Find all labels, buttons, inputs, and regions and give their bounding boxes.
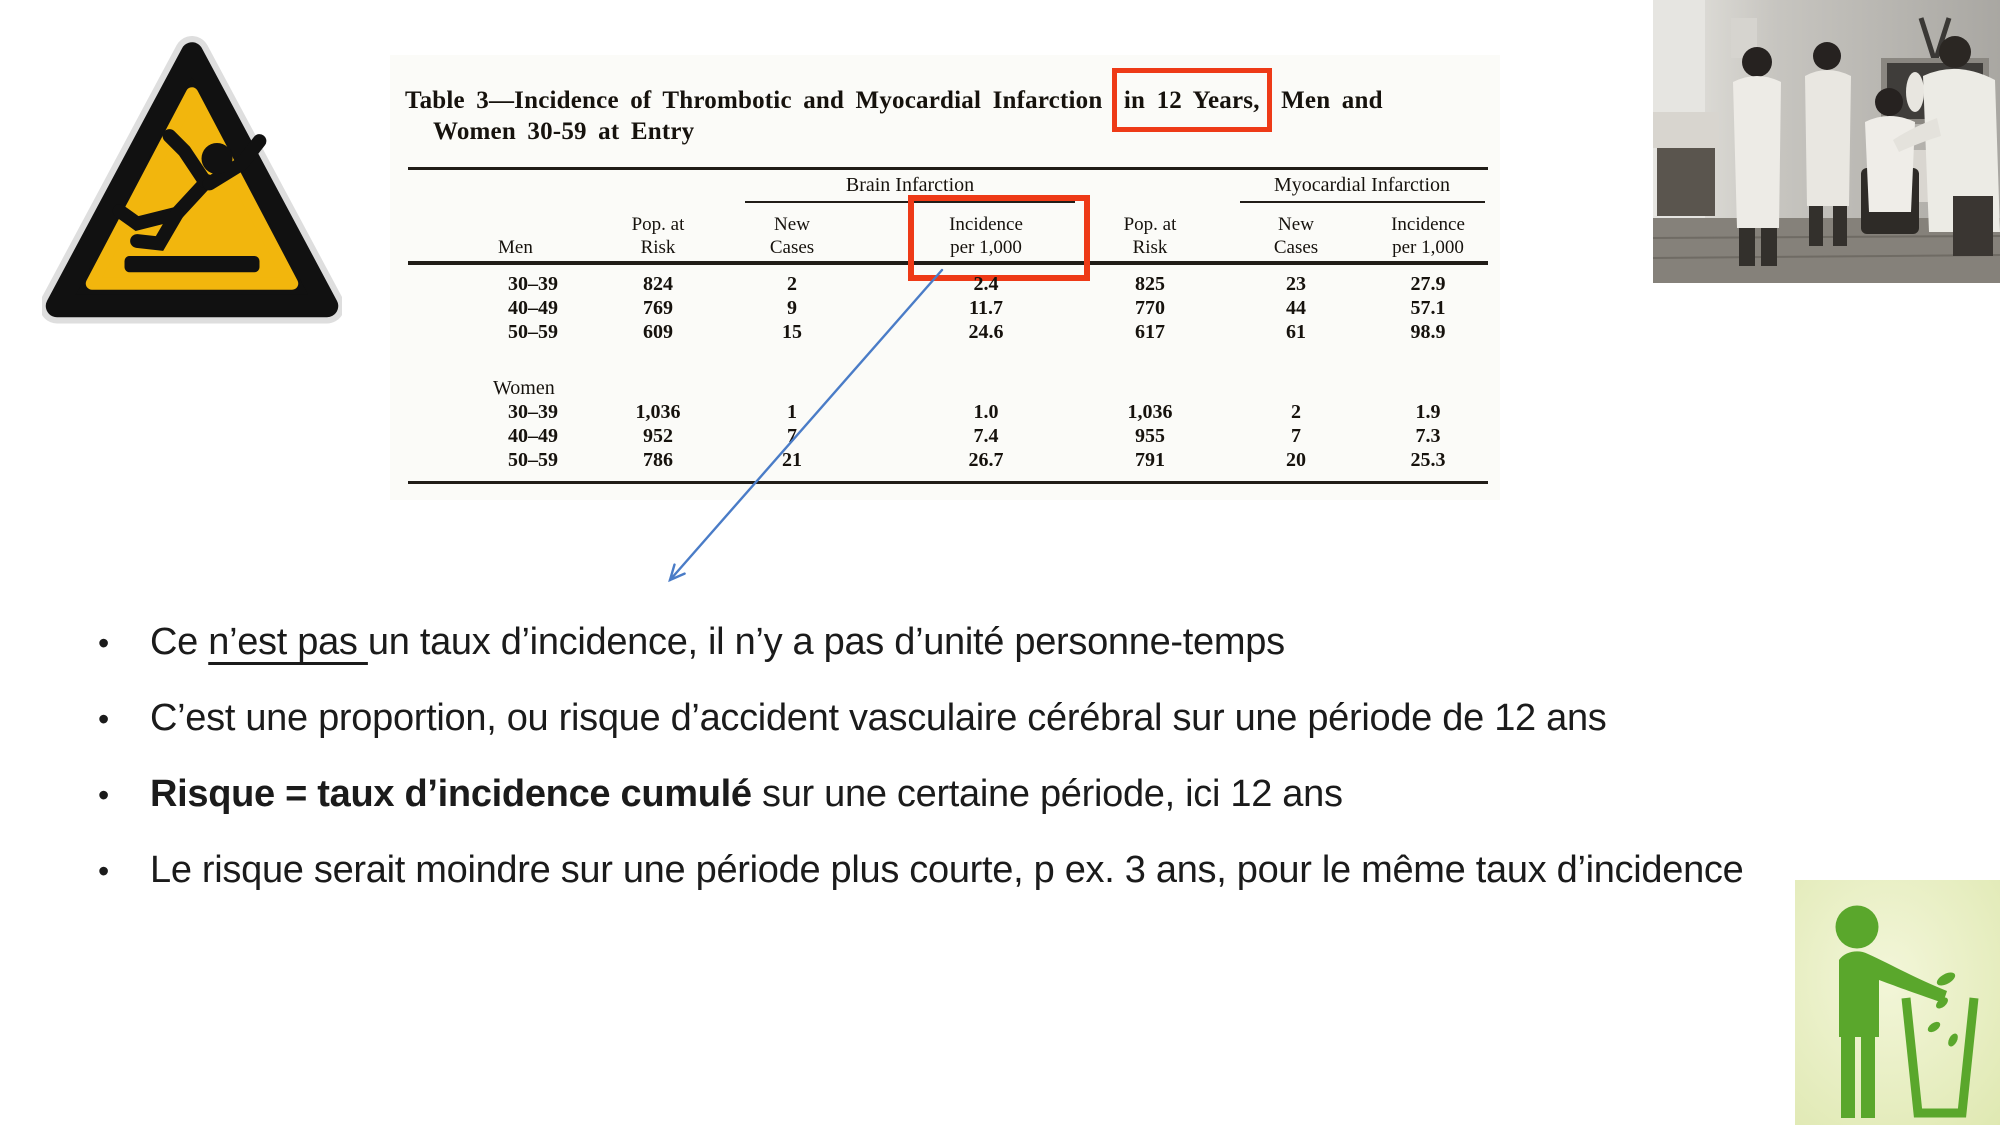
table-cell: 2.4 xyxy=(973,273,999,295)
table-cell: 769 xyxy=(643,297,673,319)
bullet-marker: • xyxy=(98,777,110,813)
table-cell: 57.1 xyxy=(1410,297,1446,319)
table-cell: 7.3 xyxy=(1415,425,1441,447)
table-cell: 24.6 xyxy=(968,321,1004,343)
table-cell: 955 xyxy=(1135,425,1165,447)
table-cell: 1.0 xyxy=(973,401,999,423)
bullet-item xyxy=(98,615,1898,670)
bullet-segment: sur une certaine période, ici 12 ans xyxy=(751,773,1343,815)
bullet-text xyxy=(150,843,1880,898)
bullet-segment: n’est pas xyxy=(208,621,368,663)
row-label-women: Women xyxy=(493,377,555,399)
table-cell: 786 xyxy=(643,449,673,471)
column-header: Incidence per 1,000 xyxy=(1391,214,1465,258)
table-cell: 617 xyxy=(1135,321,1165,343)
column-header: Pop. at Risk xyxy=(1123,214,1177,258)
bullet-segment: Risque = taux d’incidence cumulé xyxy=(150,773,752,815)
table-cell: 40–49 xyxy=(508,297,558,319)
bullet-segment: Le risque serait moindre sur une période plus courte, p ex. 3 ans, pour le même taux d’incidence xyxy=(150,849,1744,891)
bullet-item xyxy=(98,767,1898,822)
slippery-floor-warning-icon xyxy=(42,36,342,336)
column-header: New Cases xyxy=(1273,214,1319,258)
bullet-marker: • xyxy=(98,701,110,737)
table-cell: 11.7 xyxy=(969,297,1003,319)
rule-myocardial xyxy=(1240,201,1485,203)
bullet-item xyxy=(98,843,1898,898)
man-throwing-trash-icon xyxy=(1795,880,2000,1125)
table-cell: 27.9 xyxy=(1410,273,1446,295)
column-header: New Cases xyxy=(769,214,815,258)
bullet-segment: un taux d’incidence, il n’y a pas d’unité personne-temps xyxy=(367,621,1285,663)
table-cell: 50–59 xyxy=(508,449,558,471)
annotation-arrow xyxy=(650,262,960,597)
bullet-text xyxy=(150,615,1880,670)
table-cell: 15 xyxy=(782,321,802,343)
table-title-line2: Women 30-59 at Entry xyxy=(433,118,695,145)
bullet-text xyxy=(150,691,1880,746)
clinicians-photo xyxy=(1653,0,2000,283)
group-header-brain: Brain Infarction xyxy=(845,174,975,196)
table-cell: 44 xyxy=(1286,297,1306,319)
column-header: Incidence per 1,000 xyxy=(949,214,1023,258)
table-cell: 952 xyxy=(643,425,673,447)
table-cell: 98.9 xyxy=(1410,321,1446,343)
column-header: Men xyxy=(498,237,533,258)
table-cell: 1,036 xyxy=(1127,401,1173,423)
table-cell: 23 xyxy=(1286,273,1306,295)
highlight-box-title: in 12 Years, xyxy=(1112,68,1272,132)
table-cell: 21 xyxy=(782,449,802,471)
table-title xyxy=(405,85,1495,147)
bullet-list xyxy=(98,615,1898,919)
table-cell: 9 xyxy=(787,297,797,319)
bullet-segment: C’est une proportion, ou risque d’accident vasculaire cérébral sur une période de 12 ans xyxy=(150,697,1607,739)
bullet-text xyxy=(150,767,1880,822)
table-cell: 40–49 xyxy=(508,425,558,447)
table-cell: 1 xyxy=(787,401,797,423)
table-cell: 7.4 xyxy=(973,425,999,447)
bullet-marker: • xyxy=(98,853,110,889)
table-title-post: Men and xyxy=(1269,87,1383,114)
column-header: Pop. at Risk xyxy=(631,214,685,258)
table-cell: 2 xyxy=(1291,401,1301,423)
table-cell: 20 xyxy=(1286,449,1306,471)
table-cell: 30–39 xyxy=(508,401,558,423)
group-header-myocardial: Myocardial Infarction xyxy=(1273,174,1451,196)
table-cell: 26.7 xyxy=(968,449,1004,471)
table-cell: 824 xyxy=(643,273,673,295)
table-cell: 61 xyxy=(1286,321,1306,343)
table-cell: 1.9 xyxy=(1415,401,1441,423)
bullet-marker: • xyxy=(98,625,110,661)
bullet-segment: Ce xyxy=(150,621,209,663)
table-cell: 25.3 xyxy=(1410,449,1446,471)
table-cell: 770 xyxy=(1135,297,1165,319)
table-title-pre: Table 3—Incidence of Thrombotic and Myocardial Infarction xyxy=(405,87,1114,114)
table-cell: 50–59 xyxy=(508,321,558,343)
table-cell: 791 xyxy=(1135,449,1165,471)
table-cell: 7 xyxy=(787,425,797,447)
rule-top xyxy=(408,167,1488,170)
table-cell: 2 xyxy=(787,273,797,295)
table-cell: 609 xyxy=(643,321,673,343)
table-cell: 1,036 xyxy=(635,401,681,423)
bullet-item xyxy=(98,691,1898,746)
table-cell: 7 xyxy=(1291,425,1301,447)
table-cell: 30–39 xyxy=(508,273,558,295)
table-cell: 825 xyxy=(1135,273,1165,295)
